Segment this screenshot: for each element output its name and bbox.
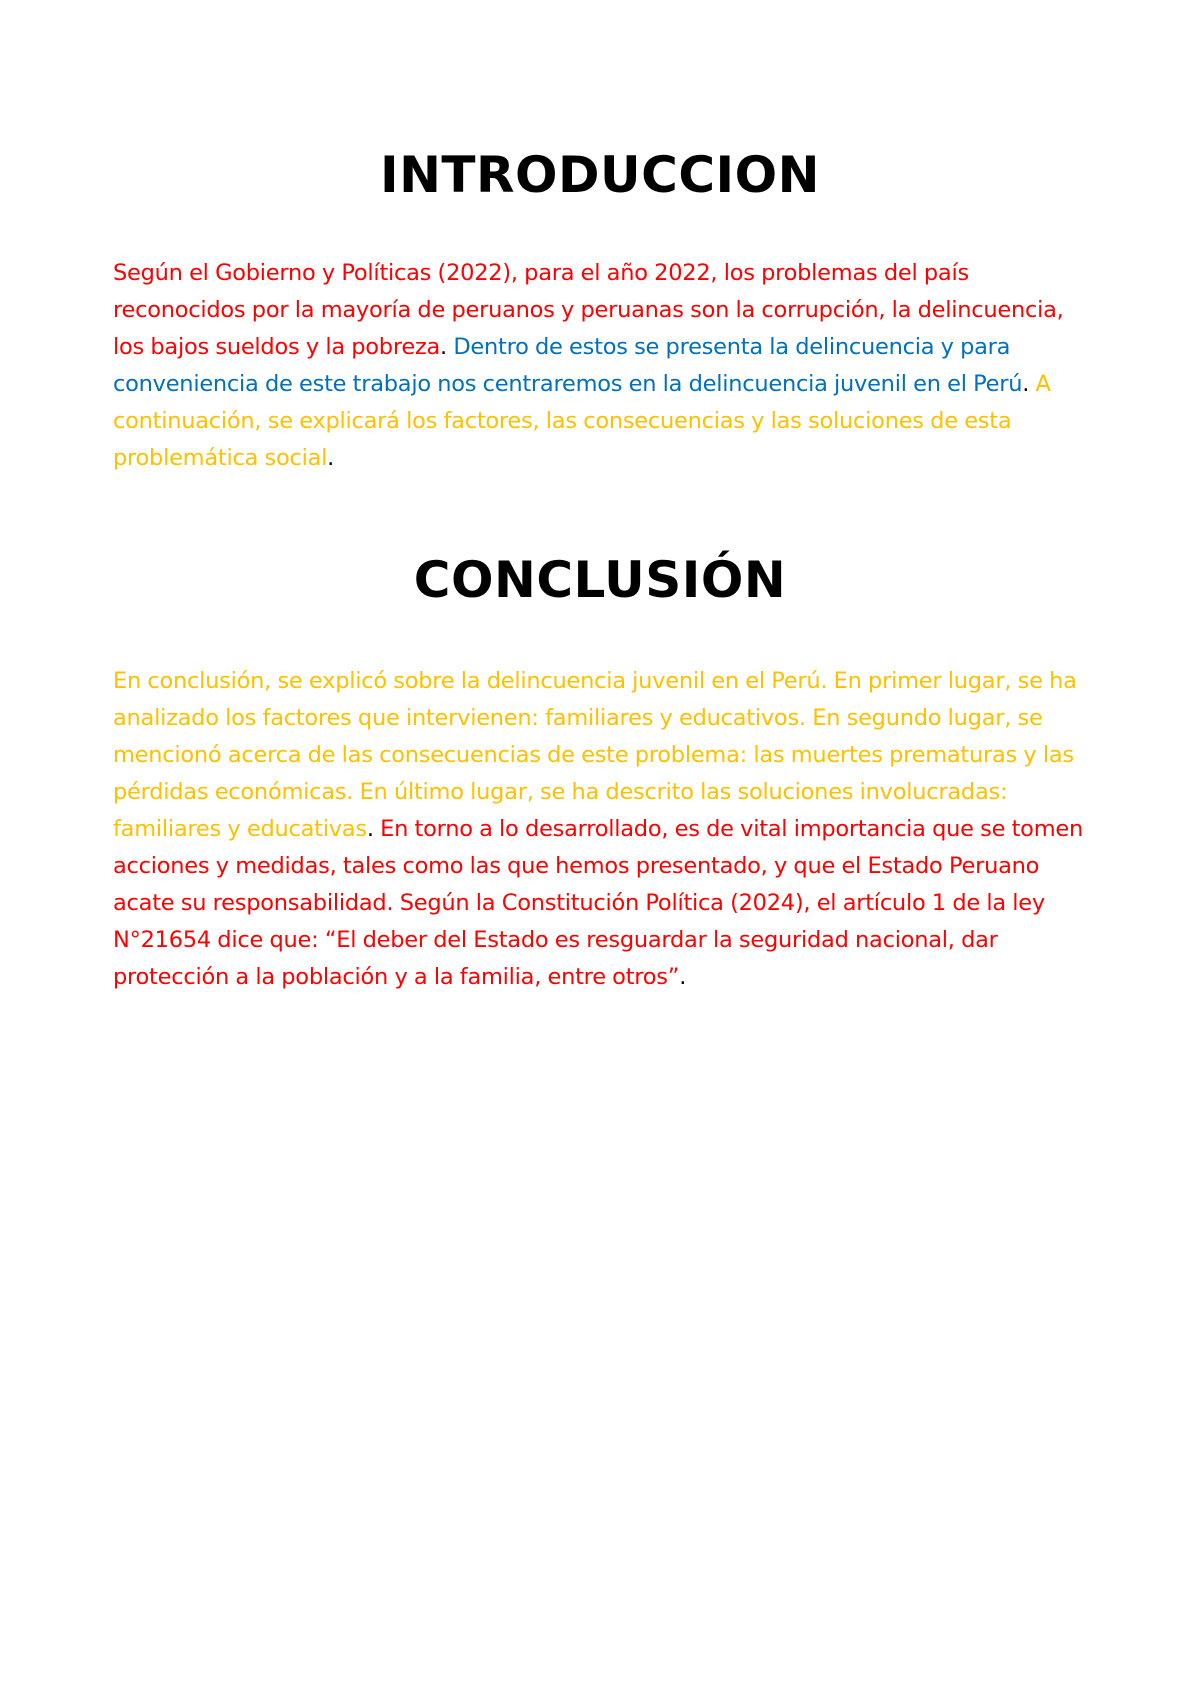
intro-run-period: .: [440, 334, 447, 360]
intro-run-problems: Según el Gobierno y Políticas (2022), para el año 2022, los problemas del país reconocidos por la mayoría de peruanos y peruanas son la corrupción, la delincuencia, los bajos sueldos y la pobreza: [113, 260, 1064, 360]
intro-run-focus: Dentro de estos se presenta la delincuencia y para conveniencia de este trabajo nos centraremos en la delincuencia juvenil en el Perú: [113, 334, 1023, 397]
conclusion-run-call-to-action: En torno a lo desarrollado, es de vital importancia que se tomen acciones y medidas, tales como las que hemos presentado, y que el Estado Peruano acate su responsabilidad. Según la Constitución Política (2024), el artículo 1 de la ley N°21654 dice que: “El deber del Estado es resguardar la seguridad nacional, dar protección a la población y a la familia, entre otros”: [113, 816, 1083, 990]
intro-run-outline: A continuación, se explicará los factores, las consecuencias y las soluciones de esta problemática social: [113, 371, 1051, 471]
intro-run-period: .: [327, 445, 335, 471]
conclusion-heading: CONCLUSIÓN: [413, 551, 787, 609]
introduction-paragraph: [113, 255, 1098, 477]
intro-run-period: .: [1022, 371, 1030, 397]
conclusion-run-period: .: [679, 964, 687, 990]
conclusion-paragraph: [113, 663, 1098, 996]
introduction-heading: INTRODUCCION: [379, 146, 820, 204]
conclusion-run-summary: En conclusión, se explicó sobre la delincuencia juvenil en el Perú. En primer lugar, se ha analizado los factores que intervienen: familiares y educativos. En segundo lugar, se mencionó acerca de las consecuencias de este problema: las muertes prematuras y las pérdidas económicas. En último lugar, se ha descrito las soluciones involucradas: familiares y educativas: [113, 668, 1077, 842]
conclusion-run-period: .: [366, 816, 374, 842]
